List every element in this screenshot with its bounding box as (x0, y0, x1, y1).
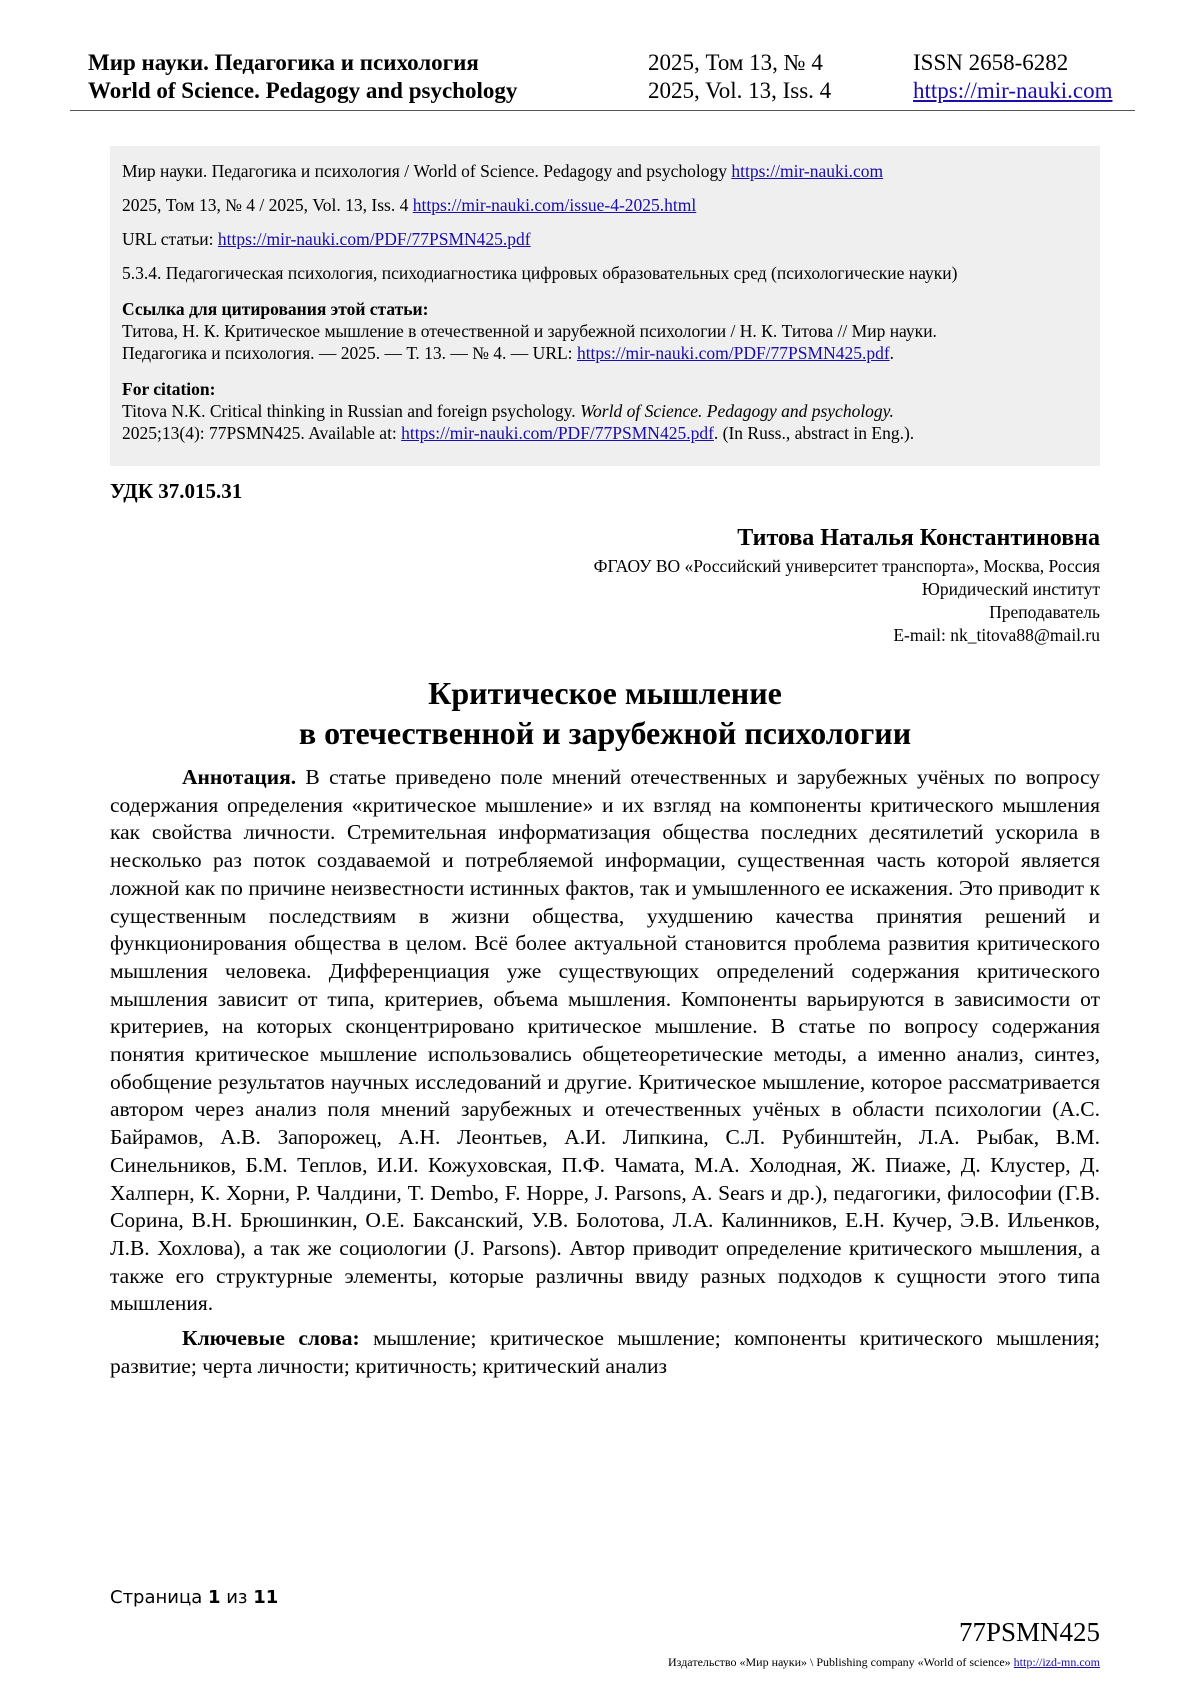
info-journal-link[interactable]: https://mir-nauki.com (731, 161, 884, 181)
author-affiliation: ФГАОУ ВО «Российский университет транспорта», Москва, Россия (593, 556, 1100, 576)
publisher-line: Издательство «Мир науки» \ Publishing company «World of science» http://izd-mn.com (668, 1655, 1100, 1669)
publisher-link[interactable]: http://izd-mn.com (1013, 1655, 1100, 1669)
article-code: 77PSMN425 (958, 1617, 1100, 1647)
journal-site-link-wrap (913, 77, 1113, 105)
journal-title-ru: Мир науки. Педагогика и психология (88, 50, 479, 75)
journal-site-link[interactable]: https://mir-nauki.com (913, 78, 1113, 103)
cite-en-line2: 2025;13(4): 77PSMN425. Available at: https://mir-nauki.com/PDF/77PSMN425.pdf. (In Russ., abstract in Eng.). (122, 423, 915, 443)
author-name: Титова Наталья Константиновна (737, 525, 1100, 551)
abstract-text: В статье приведено поле мнений отечественных и зарубежных учёных по вопросу содержания определения «критическое мышление» и их взгляд на компоненты критического мышления как свойства личности. Стремительная информатизация общества последних десятилетий ускорила в несколько раз поток создаваемой и потребляемой информации, существенная часть которой является ложной как по причине неизвестности истинных фактов, так и умышленного ее искажения. Это приводит к существенным последствиям в жизни общества, ухудшению качества принятия решений и функционирования общества в целом. Всё более актуальной становится проблема развития критического мышления человека. Дифференциация уже существующих определений содержания критического мышления зависит от типа, критериев, объема мышления. Компоненты варьируются в зависимости от критериев, на которых сконцентрировано критическое мышление. В статье по вопросу содержания понятия критическое мышление использовались общетеоретические методы, а именно анализ, синтез, обобщение результатов научных исследований и другие. Критическое мышление, которое рассматривается автором через анализ поля мнений зарубежных и отечественных учёных в области психологии (А.С. Байрамов, А.В. Запорожец, А.Н. Леонтьев, А.И. Липкина, С.Л. Рубинштейн, Л.А. Рыбак, В.М. Синельников, Б.М. Теплов, И.И. Кожуховская, П.Ф. Чамата, М.А. Холодная, Ж. Пиаже, Д. Клустер, Д. Халперн, К. Хорни, Р. Чалдини, T. Dembo, F. Hoppe, J. Parsons, A. Sears и др.), педагогики, философии (Г.В. Сорина, В.Н. Брюшинкин, О.Е. Баксанский, У.В. Болотова, Л.А. Калинников, Е.Н. Кучер, Э.В. Ильенков, Л.В. Хохлова), а так же социологии (J. Parsons). Автор приводит определение критического мышления, а также его структурные элементы, которые различны ввиду разных подходов к сущности этого типа мышления. (110, 765, 1100, 1316)
issue-ru: 2025, Том 13, № 4 (648, 50, 823, 75)
page-number: Страница 1 из 11 (110, 1587, 279, 1608)
info-url-line: URL статьи: https://mir-nauki.com/PDF/77PSMN425.pdf (122, 229, 531, 249)
header-divider (70, 110, 1135, 111)
abstract-paragraph (110, 764, 1100, 1318)
info-specialty-line: 5.3.4. Педагогическая психология, психодиагностика цифровых образовательных сред (психологические науки) (122, 263, 958, 283)
title-line-2: в отечественной и зарубежной психологии (298, 715, 912, 751)
author-block (594, 523, 1100, 647)
abstract-section (110, 764, 1100, 1380)
article-info-box (110, 146, 1100, 466)
title-line-1: Критическое мышление (428, 675, 782, 711)
cite-en-label: For citation: (122, 379, 216, 399)
cite-ru-link[interactable]: https://mir-nauki.com/PDF/77PSMN425.pdf (576, 343, 890, 363)
issue-en: 2025, Vol. 13, Iss. 4 (648, 78, 832, 103)
cite-ru-line2: Педагогика и психология. — 2025. — Т. 13. — № 4. — URL: https://mir-nauki.com/PDF/77PSMN425.pdf. (122, 343, 895, 363)
article-title (110, 673, 1100, 753)
udk-code: УДК 37.015.31 (110, 479, 243, 503)
author-position: Преподаватель (989, 602, 1100, 622)
keywords-label: Ключевые слова: (182, 1326, 360, 1351)
info-article-link[interactable]: https://mir-nauki.com/PDF/77PSMN425.pdf (217, 229, 531, 249)
issn: ISSN 2658-6282 (913, 50, 1069, 75)
abstract-label: Аннотация. (182, 765, 297, 789)
journal-title-en: World of Science. Pedagogy and psychology (88, 78, 518, 103)
cite-ru-line1: Титова, Н. К. Критическое мышление в отечественной и зарубежной психологии / Н. К. Титова // Мир науки. (122, 321, 937, 341)
cite-en-link[interactable]: https://mir-nauki.com/PDF/77PSMN425.pdf (401, 423, 714, 443)
keywords-text: мышление; критическое мышление; компоненты критического мышления; развитие; черта личности; критичность; критический анализ (110, 1326, 1100, 1378)
info-issue-line: 2025, Том 13, № 4 / 2025, Vol. 13, Iss. 4 https://mir-nauki.com/issue-4-2025.html (122, 195, 697, 215)
cite-en-line1: Titova N.K. Critical thinking in Russian and foreign psychology. World of Science. Pedagogy and psychology. (122, 401, 894, 421)
info-journal-line: Мир науки. Педагогика и психология / World of Science. Pedagogy and psychology https://mir-nauki.com (122, 161, 884, 181)
author-email: E-mail: nk_titova88@mail.ru (893, 625, 1100, 645)
info-issue-link[interactable]: https://mir-nauki.com/issue-4-2025.html (412, 195, 697, 215)
cite-ru-label: Ссылка для цитирования этой статьи: (122, 299, 429, 319)
author-institute: Юридический институт (921, 579, 1100, 599)
keywords-paragraph (110, 1325, 1100, 1380)
